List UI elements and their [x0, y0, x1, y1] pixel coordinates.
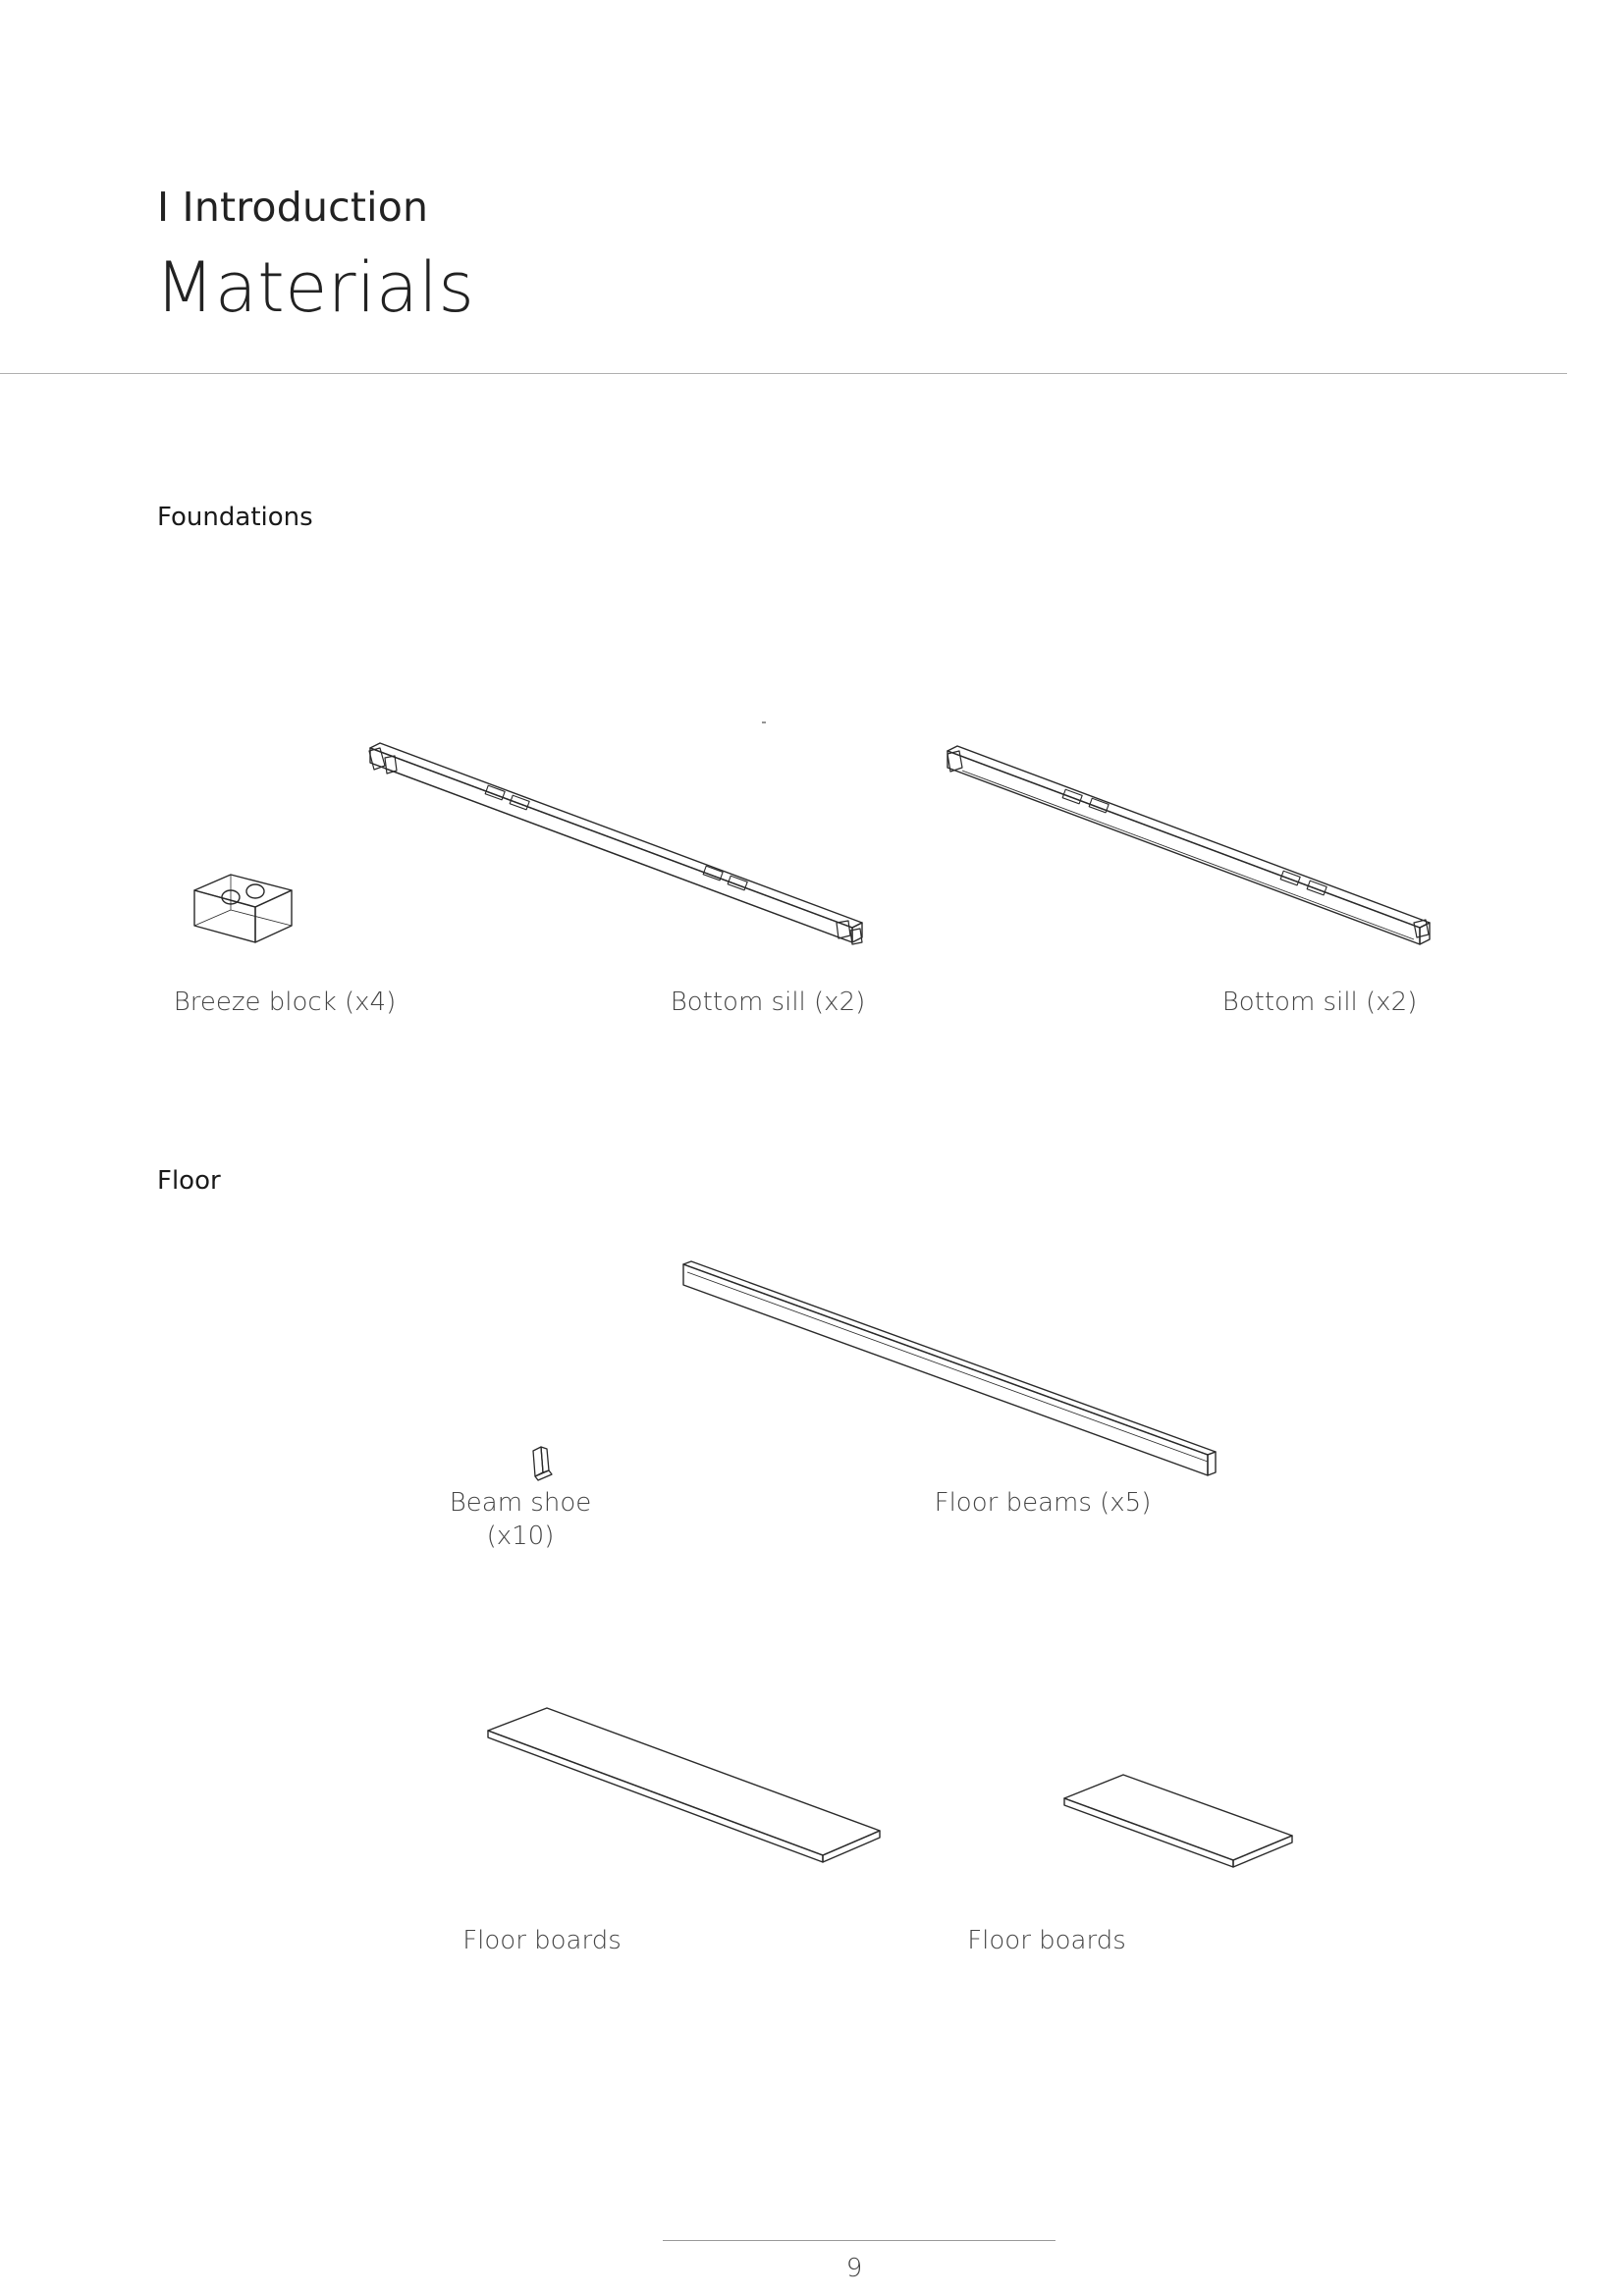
- floor-heading: Floor: [157, 1166, 221, 1196]
- page-number: 9: [845, 2254, 863, 2283]
- bottom-sill-label-1: Bottom sill (x2): [670, 988, 866, 1017]
- floor-boards-label-2: Floor boards: [967, 1926, 1126, 1955]
- breeze-block-drawing: [194, 875, 292, 942]
- beam-shoe-drawing: [533, 1447, 552, 1480]
- foundations-heading: Foundations: [157, 503, 313, 532]
- floor-beam-drawing: [683, 1261, 1216, 1475]
- floor-board-long-drawing: [488, 1708, 880, 1862]
- beam-shoe-label: [373, 1486, 668, 1553]
- breeze-block-label: Breeze block (x4): [173, 988, 397, 1017]
- bottom-sill-drawing-1: [369, 743, 862, 944]
- floor-boards-label-1: Floor boards: [462, 1926, 622, 1955]
- page-title: Materials: [155, 247, 475, 328]
- floor-board-short-drawing: [1064, 1775, 1292, 1867]
- section-title: I Introduction: [157, 184, 429, 231]
- bottom-sill-drawing-2: [947, 746, 1430, 944]
- beam-shoe-label-line2: (x10): [486, 1522, 555, 1551]
- bottom-sill-label-2: Bottom sill (x2): [1221, 988, 1418, 1017]
- floor-beams-label: Floor beams (x5): [934, 1488, 1152, 1518]
- footer-divider: [663, 2240, 1056, 2241]
- beam-shoe-label-line1: Beam shoe: [449, 1488, 592, 1518]
